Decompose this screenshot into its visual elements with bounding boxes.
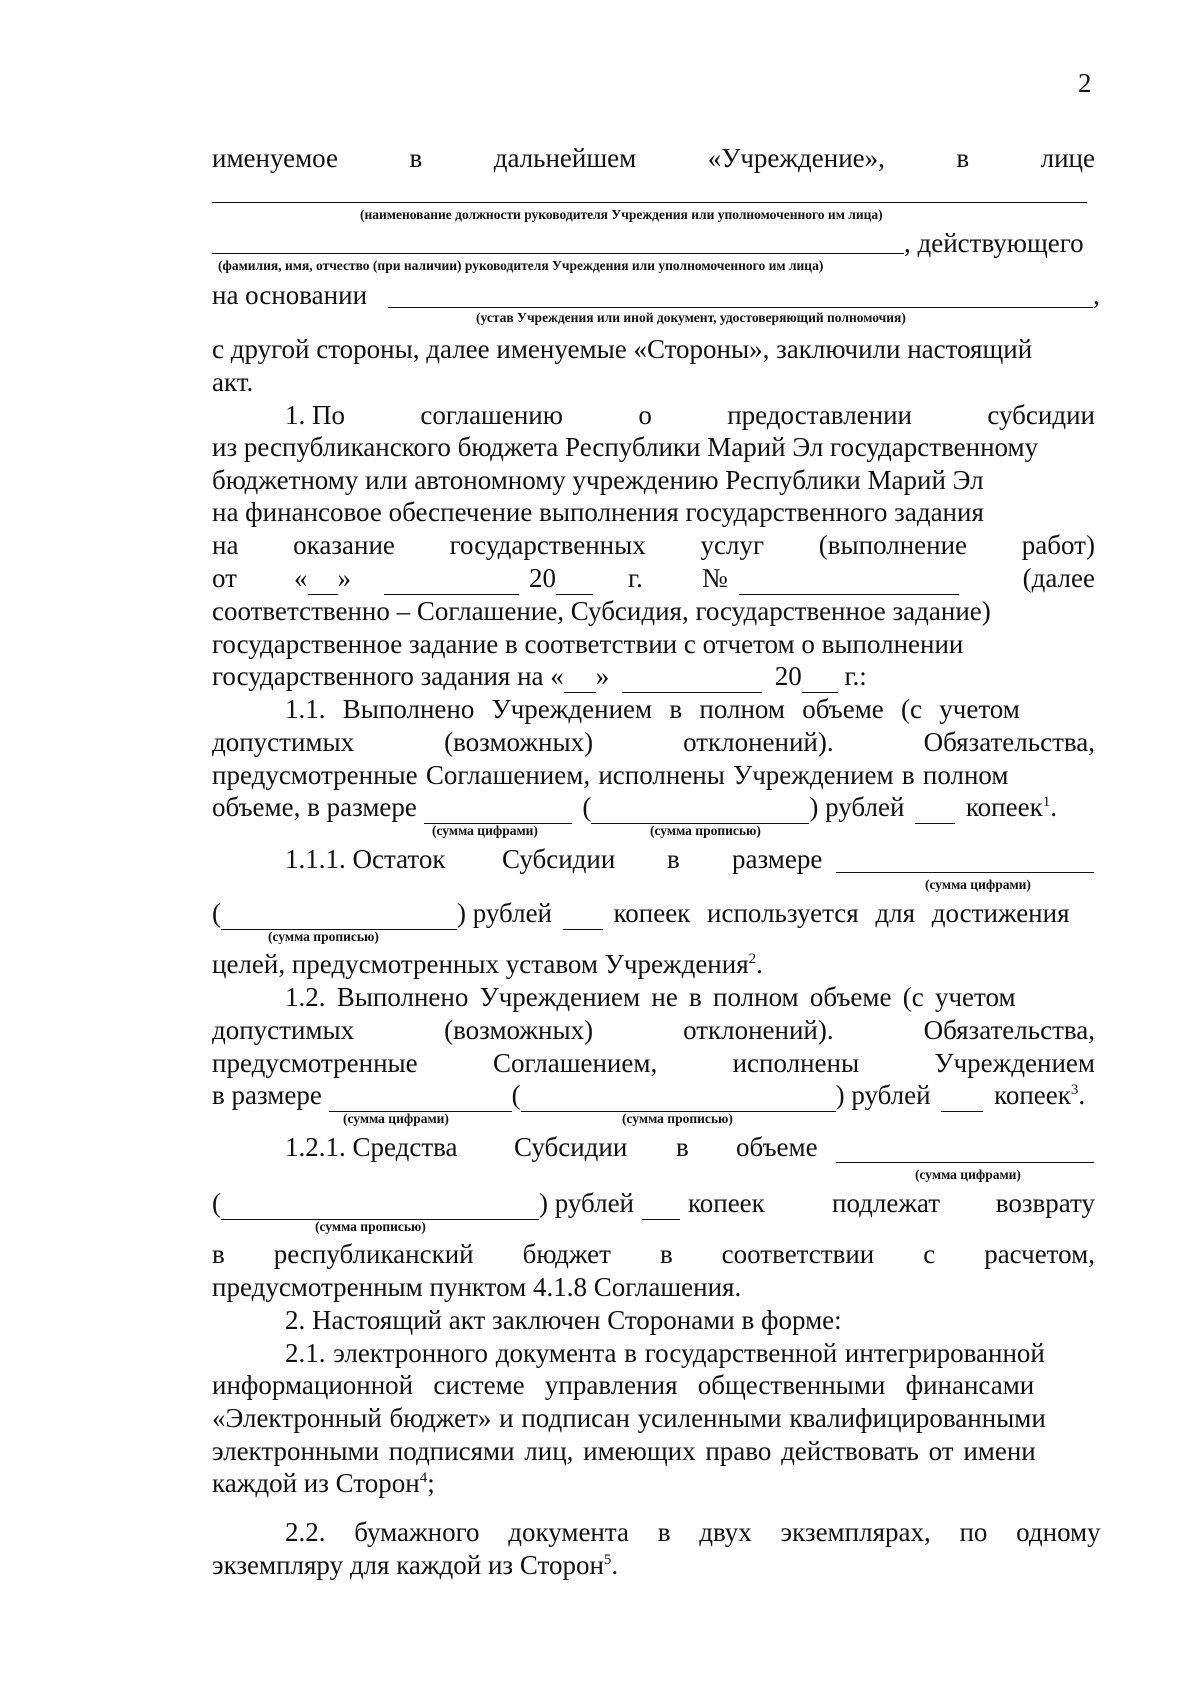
p1-line-3: бюджетному или автономному учреждению Республики Марий Эл xyxy=(212,465,984,495)
words-caption: (сумма прописью) xyxy=(650,823,761,838)
word: соглашению xyxy=(420,400,563,430)
word: лице xyxy=(1040,143,1095,173)
amount-words-field[interactable] xyxy=(591,791,809,824)
word: (выполнение xyxy=(818,530,968,560)
word: от xyxy=(212,563,237,593)
partial-words-field[interactable] xyxy=(521,1079,836,1112)
word: предоставлении xyxy=(727,400,912,430)
p121-line-3: в республиканский бюджет в соответствии с расчетом, xyxy=(212,1239,1095,1269)
year-suffix: г. xyxy=(628,563,643,593)
word: на xyxy=(212,530,239,560)
p1-line-5 xyxy=(212,529,1095,561)
word: (далее xyxy=(1022,563,1095,593)
word: о xyxy=(638,400,652,430)
partial-kopecks-field[interactable] xyxy=(941,1079,983,1112)
p21-line-2: информационной системе управления общественными финансами xyxy=(212,1370,1035,1400)
p22-line-1: 2.2. бумажного документа в двух экземплярах, по одному xyxy=(285,1517,1101,1547)
word: в xyxy=(409,143,423,173)
remainder-kopecks-field[interactable] xyxy=(563,897,603,930)
footnote-ref: 2 xyxy=(748,951,757,967)
partial-digits-field[interactable] xyxy=(329,1079,512,1112)
refund-digits-field[interactable] xyxy=(836,1162,1094,1163)
intro-line-1 xyxy=(212,142,1095,174)
footnote-ref: 4 xyxy=(419,1470,428,1486)
p1-line-2: из республиканского бюджета Республики Марий Эл государственному xyxy=(212,432,1039,462)
p12-line-2: допустимых (возможных) отклонений). Обязательства, xyxy=(212,1015,1095,1045)
p2-line-1: 2. Настоящий акт заключен Сторонами в форме: xyxy=(285,1305,842,1335)
p11-line-1: 1.1. Выполнено Учреждением в полном объеме (с учетом xyxy=(285,694,1020,724)
basis-caption: (устав Учреждения или иной документ, удостоверяющий полномочия) xyxy=(476,310,906,325)
word: оказание xyxy=(293,530,395,560)
p11-line-2: допустимых (возможных) отклонений). Обязательства, xyxy=(212,727,1095,757)
p1-line-7: соответственно – Соглашение, Субсидия, государственное задание) xyxy=(212,596,991,626)
fio-caption: (фамилия, имя, отчество (при наличии) руководителя Учреждения или уполномоченного им лица) xyxy=(218,258,824,273)
words-caption: (сумма прописью) xyxy=(315,1219,426,1234)
word: 1. По xyxy=(285,400,345,430)
p11-line-3: предусмотренные Соглашением, исполнены Учреждением в полном xyxy=(212,760,1009,790)
footnote-ref: 3 xyxy=(1070,1082,1079,1098)
report-year-field[interactable] xyxy=(802,660,838,693)
report-month-field[interactable] xyxy=(622,660,762,693)
p12-line-4: в размере ( ) рублей копеек$^3$. xyxy=(212,1080,1086,1110)
p121-line-4: предусмотренным пунктом 4.1.8 Соглашения. xyxy=(212,1272,742,1302)
year-prefix: 20 xyxy=(529,563,556,593)
words-caption: (сумма прописью) xyxy=(268,929,379,944)
position-field[interactable] xyxy=(212,202,1087,203)
p21-line-4: электронными подписями лиц, имеющих право действовать от имени xyxy=(212,1436,1036,1466)
word: работ) xyxy=(1021,530,1095,560)
p21-line-5: каждой из Сторон$^4$; xyxy=(212,1468,435,1498)
word: услуг xyxy=(700,530,765,560)
remainder-words-field[interactable] xyxy=(221,897,457,930)
p21-line-3: «Электронный бюджет» и подписан усиленными квалифицированными xyxy=(212,1403,1046,1433)
digits-caption: (сумма цифрами) xyxy=(915,1167,1021,1182)
p1-line-1 xyxy=(285,399,1095,431)
report-day-field[interactable] xyxy=(564,660,596,693)
digits-caption: (сумма цифрами) xyxy=(432,823,538,838)
number-sign: № xyxy=(702,563,728,593)
page-number: 2 xyxy=(1078,68,1092,98)
kopecks-field[interactable] xyxy=(915,791,955,824)
digits-caption: (сумма цифрами) xyxy=(343,1111,449,1126)
words-caption: (сумма прописью) xyxy=(622,1111,733,1126)
basis-comma: , xyxy=(1093,280,1100,310)
agreement-number-field[interactable] xyxy=(739,562,959,595)
remainder-digits-field[interactable] xyxy=(836,872,1094,873)
p11-line-4: объеме, в размере ( ) рублей копеек$^1$. xyxy=(212,792,1057,822)
p111-line-3: целей, предусмотренных уставом Учреждения$^2$. xyxy=(212,949,763,979)
p21-line-1: 2.1. электронного документа в государственной интегрированной xyxy=(285,1338,1045,1368)
day-field[interactable] xyxy=(308,562,338,595)
footnote-ref: 5 xyxy=(603,1552,612,1568)
p111-line-2: ( ) рублей копеек используется для достижения xyxy=(212,898,1070,928)
word: государственных xyxy=(449,530,646,560)
position-caption: (наименование должности руководителя Учреждения или уполномоченного им лица) xyxy=(360,207,883,222)
refund-words-field[interactable] xyxy=(221,1187,539,1220)
p12-line-3: предусмотренные Соглашением, исполнены Учреждением xyxy=(212,1048,1095,1078)
word: дальнейшем xyxy=(493,143,637,173)
digits-caption: (сумма цифрами) xyxy=(925,877,1031,892)
p22-line-2: экземпляру для каждой из Сторон$^5$. xyxy=(212,1550,619,1580)
p12-line-1: 1.2. Выполнено Учреждением не в полном объеме (с учетом xyxy=(285,982,1016,1012)
p1-line-8: государственное задание в соответствии с отчетом о выполнении xyxy=(212,629,964,659)
month-field[interactable] xyxy=(384,562,519,595)
quote-close: » xyxy=(337,563,351,593)
amount-digits-field[interactable] xyxy=(424,791,572,824)
word: именуемое xyxy=(212,143,338,173)
footnote-ref: 1 xyxy=(1042,794,1051,810)
basis-label: на основании xyxy=(212,280,368,310)
parties-line: с другой стороны, далее именуемые «Стороны», заключили настоящий xyxy=(212,334,1033,364)
word: субсидии xyxy=(987,400,1095,430)
p1-line-4: на финансовое обеспечение выполнения государственного задания xyxy=(212,497,984,527)
basis-field[interactable] xyxy=(388,307,1093,308)
word: «Учреждение», xyxy=(707,143,885,173)
word: в xyxy=(956,143,970,173)
quote-open: « xyxy=(294,563,308,593)
refund-kopecks-field[interactable] xyxy=(642,1187,680,1220)
year-field[interactable] xyxy=(556,562,593,595)
act-line: акт. xyxy=(212,367,254,397)
p1-line-9: государственного задания на « » 20 г.: xyxy=(212,661,867,691)
fio-field[interactable] xyxy=(212,253,904,254)
fio-line-text: , действующего xyxy=(904,228,1084,258)
